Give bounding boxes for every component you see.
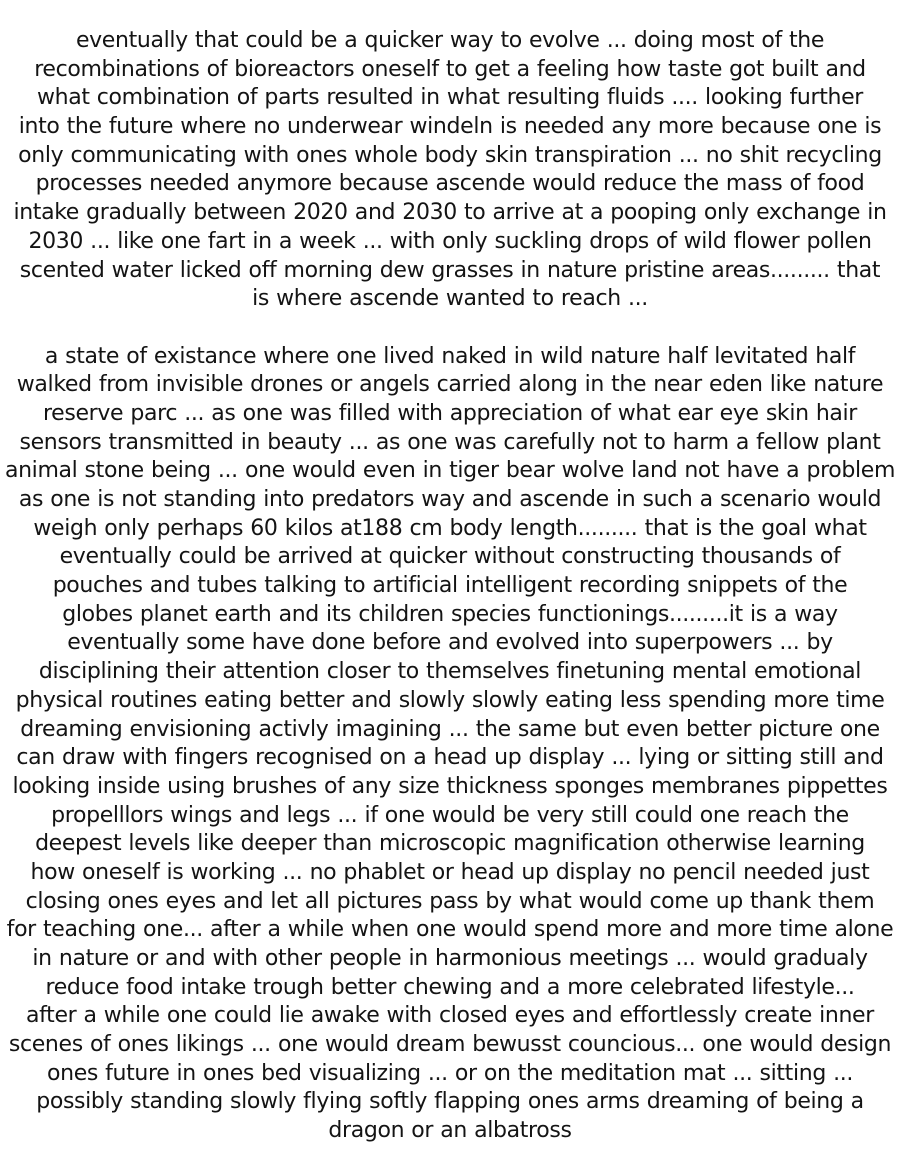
paragraph-gap xyxy=(0,314,900,343)
text-line: how oneself is working ... no phablet or head up display no pencil needed just xyxy=(30,859,870,885)
text-line: propelllors wings and legs ... if one would be very still could one reach the xyxy=(51,802,849,828)
text-line: into the future where no underwear windeln is needed any more because one is xyxy=(18,114,882,140)
text-line: weigh only perhaps 60 kilos at188 cm body length......... that is the goal what xyxy=(33,515,867,541)
text-line: globes planet earth and its children species functionings.........it is a way xyxy=(62,601,838,627)
text-line: as one is not standing into predators way and ascende in such a scenario would xyxy=(18,487,882,512)
text-line: is where ascende wanted to reach ... xyxy=(252,286,648,312)
text-line: looking inside using brushes of any size thickness sponges membranes pippettes xyxy=(12,773,888,799)
text-line: disciplining their attention closer to themselves finetuning mental emotional xyxy=(38,659,862,685)
text-line: what combination of parts resulted in what resulting fluids .... looking further xyxy=(37,85,863,111)
text-line: eventually that could be a quicker way to evolve ... doing most of the xyxy=(75,28,825,53)
text-line: closing ones eyes and let all pictures pass by what would come up thank them xyxy=(25,888,875,914)
paragraph-1 xyxy=(0,27,900,314)
text-line: scented water licked off morning dew grasses in nature pristine areas......... that xyxy=(19,257,881,283)
text-line: recombinations of bioreactors oneself to get a feeling how taste got built and xyxy=(34,56,866,82)
text-line: intake gradually between 2020 and 2030 to arrive at a pooping only exchange in xyxy=(13,200,887,226)
text-line: dragon or an albatross xyxy=(328,1118,572,1144)
text-line: eventually could be arrived at quicker without constructing thousands of xyxy=(59,544,841,570)
text-line: dreaming envisioning activly imagining ... the same but even better picture one xyxy=(20,716,880,742)
text-line: walked from invisible drones or angels carried along in the near eden like nature xyxy=(16,372,884,398)
text-line: eventually some have done before and evolved into superpowers ... by xyxy=(67,630,833,656)
text-line: physical routines eating better and slowly slowly eating less spending more time xyxy=(15,687,885,713)
paragraph-2 xyxy=(0,343,900,1146)
text-line: scenes of ones likings ... one would dream bewusst councious... one would design xyxy=(8,1032,892,1058)
text-line: sensors transmitted in beauty ... as one was carefully not to harm a fellow plant xyxy=(19,429,881,455)
text-line: 2030 ... like one fart in a week ... with only suckling drops of wild flower pollen xyxy=(28,228,872,254)
text-line: for teaching one... after a while when one would spend more and more time alone xyxy=(6,917,894,943)
text-line: a state of existance where one lived naked in wild nature half levitated half xyxy=(44,343,856,369)
text-line: reduce food intake trough better chewing and a more celebrated lifestyle... xyxy=(45,974,855,1000)
text-line: possibly standing slowly flying softly flapping ones arms dreaming of being a xyxy=(36,1089,864,1115)
text-line: pouches and tubes talking to artificial intelligent recording snippets of the xyxy=(52,573,848,599)
text-line: processes needed anymore because ascende would reduce the mass of food xyxy=(35,171,865,197)
text-line: after a while one could lie awake with closed eyes and effortlessly create inner xyxy=(26,1003,874,1029)
text-line: in nature or and with other people in harmonious meetings ... would gradualy xyxy=(32,946,868,971)
text-line: can draw with fingers recognised on a head up display ... lying or sitting still and xyxy=(16,745,884,771)
text-line: animal stone being ... one would even in tiger bear wolve land not have a problem xyxy=(4,458,896,484)
text-line: only communicating with ones whole body skin transpiration ... no shit recycling xyxy=(18,142,882,168)
text-line: ones future in ones bed visualizing ... or on the meditation mat ... sitting ... xyxy=(46,1060,854,1086)
text-line: reserve parc ... as one was filled with appreciation of what ear eye skin hair xyxy=(42,400,858,426)
document-text xyxy=(0,27,900,1146)
text-line: deepest levels like deeper than microscopic magnification otherwise learning xyxy=(35,831,865,857)
